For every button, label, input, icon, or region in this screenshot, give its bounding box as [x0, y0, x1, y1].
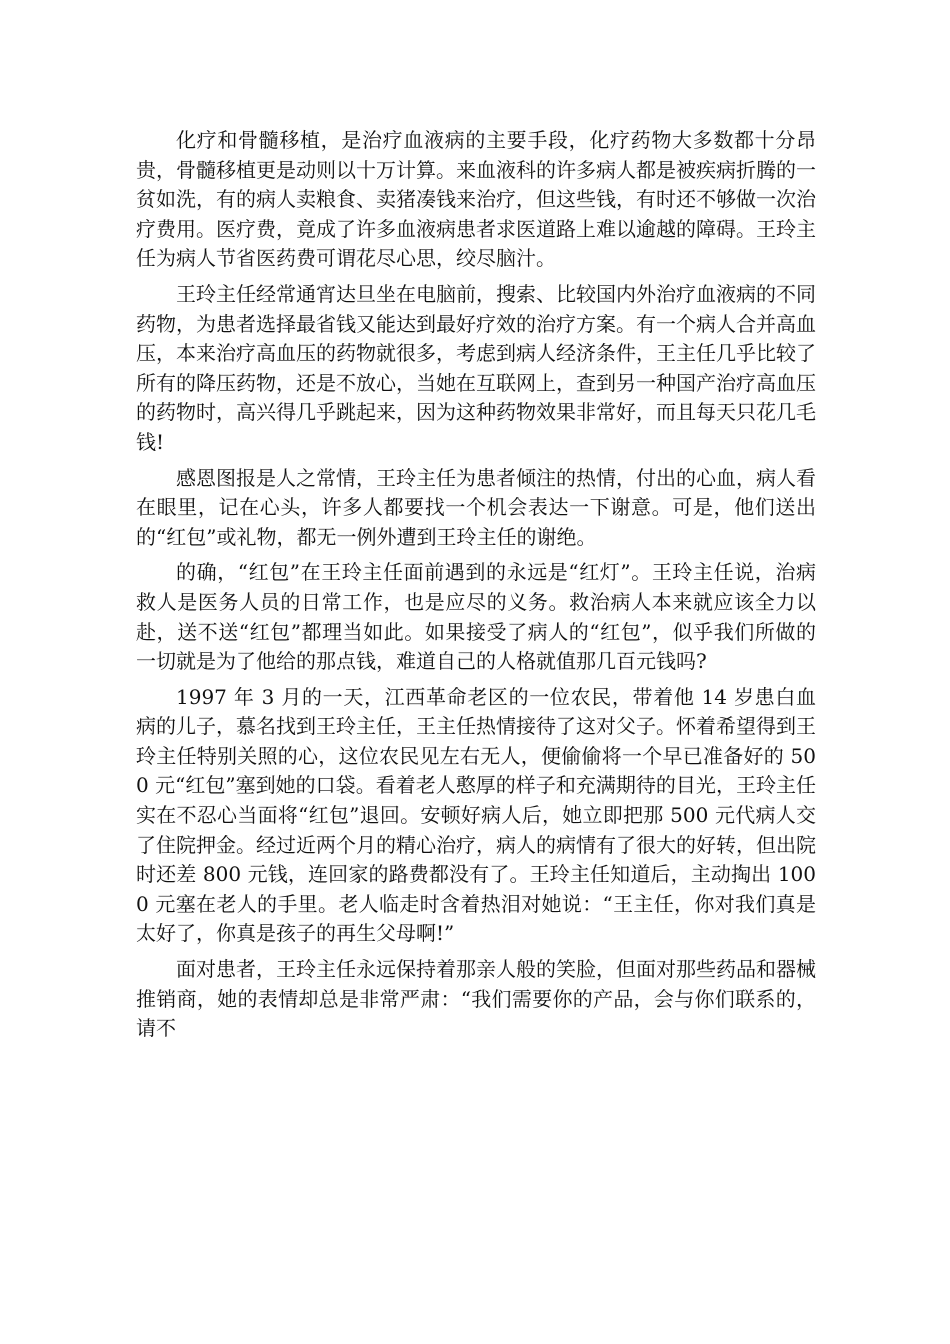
- paragraph-red-envelope-red-light: 的确，“红包”在王玲主任面前遇到的永远是“红灯”。王玲主任说，治病救人是医务人员的日常工作，也是应尽的义务。救治病人本来就应该全力以赴，送不送“红包”都理当如此。如果接受了病人的“红包”，似乎我们所做的一切就是为了他给的那点钱，难道自己的人格就值那几百元钱吗?: [136, 560, 816, 674]
- paragraph-drug-salesmen: 面对患者，王玲主任永远保持着那亲人般的笑脸，但面对那些药品和器械推销商，她的表情却总是非常严肃：“我们需要你的产品，会与你们联系的，请不: [136, 957, 816, 1041]
- document-body: [136, 126, 816, 1050]
- paragraph-chemotherapy-costs: 化疗和骨髓移植，是治疗血液病的主要手段，化疗药物大多数都十分昂贵，骨髓移植更是动则以十万计算。来血液科的许多病人都是被疾病折腾的一贫如洗，有的病人卖粮食、卖猪凑钱来治疗，但这些钱，有时还不够做一次治疗费用。医疗费，竟成了许多血液病患者求医道路上难以逾越的障碍。王玲主任为病人节省医药费可谓花尽心思，绞尽脑汁。: [136, 128, 816, 271]
- paragraph-searching-medicines: 王玲主任经常通宵达旦坐在电脑前，搜索、比较国内外治疗血液病的不同药物，为患者选择最省钱又能达到最好疗效的治疗方案。有一个病人合并高血压，本来治疗高血压的药物就很多，考虑到病人经济条件，王主任几乎比较了所有的降压药物，还是不放心，当她在互联网上，查到另一种国产治疗高血压的药物时，高兴得几乎跳起来，因为这种药物效果非常好，而且每天只花几毛钱!: [136, 281, 816, 454]
- paragraph-gratitude: 感恩图报是人之常情，王玲主任为患者倾注的热情，付出的心血，病人看在眼里，记在心头，许多人都要找一个机会表达一下谢意。可是，他们送出的“红包”或礼物，都无一例外遭到王玲主任的谢绝。: [136, 465, 816, 549]
- paragraph-1997-farmer-story: 1997 年 3 月的一天，江西革命老区的一位农民，带着他 14 岁患白血病的儿子，慕名找到王玲主任，王主任热情接待了这对父子。怀着希望得到王玲主任特别关照的心，这位农民见左右无人，便偷偷将一个早已准备好的 500 元“红包”塞到她的口袋。看着老人憨厚的样子和充满期待的目光，王玲主任实在不忍心当面将“红包”退回。安顿好病人后，她立即把那 500 元代病人交了住院押金。经过近两个月的精心治疗，病人的病情有了很大的好转，但出院时还差 800 元钱，连回家的路费都没有了。王玲主任知道后，主动掏出 1000 元塞在老人的手里。老人临走时含着热泪对她说：“王主任，你对我们真是太好了，你真是孩子的再生父母啊!”: [136, 684, 816, 946]
